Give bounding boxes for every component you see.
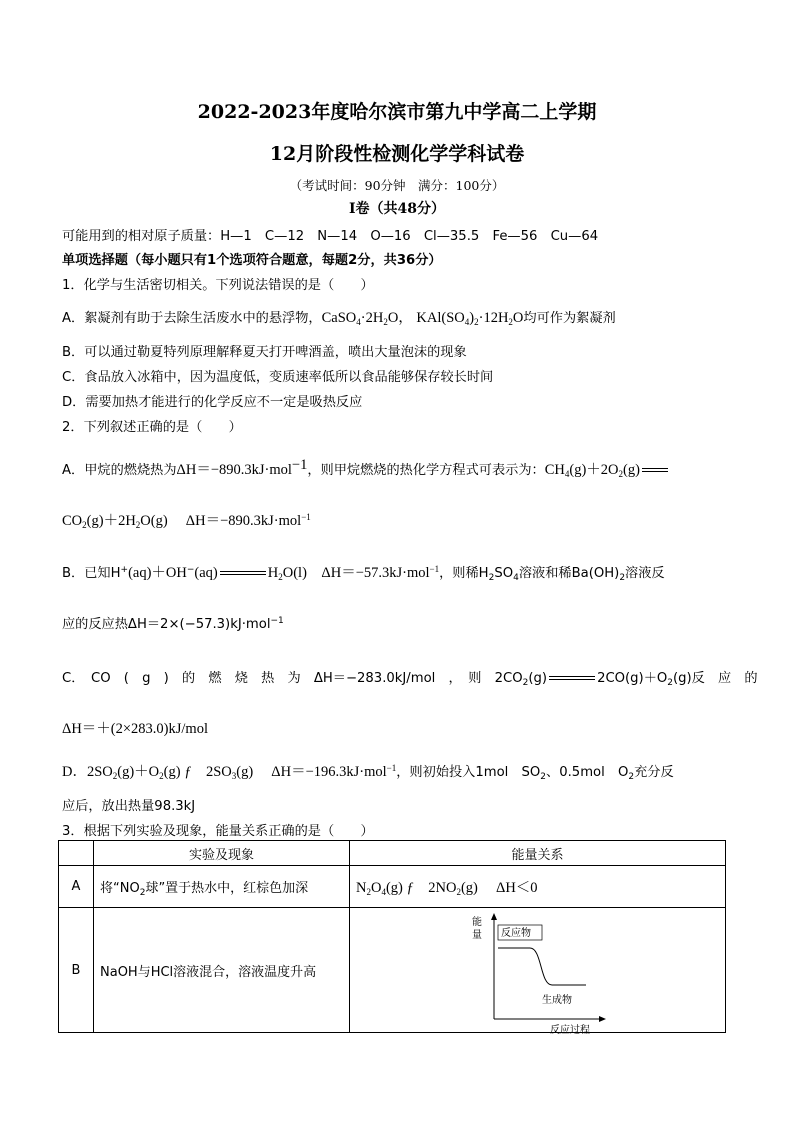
- q2-option-a-line1: A．甲烷的燃烧热为ΔH＝−890.3kJ·mol$^{-1}$，则甲烷燃烧的热化学方程式可表示为：$CH_4(g)+2O_2(g)$: [62, 458, 670, 479]
- q2-option-d-line1: D．$2SO_2(g)+O_2(g)$ ƒ $2SO_3(g)$ ΔH＝−196.3kJ·mol$^{-1}$，则初始投入1mol $SO_2$、0.5mol $O_2$充分反: [62, 763, 674, 782]
- equals-arrow-icon: [549, 676, 595, 680]
- section-title: 单项选择题（每小题只有1个选项符合题意，每题2分，共36分）: [62, 253, 442, 268]
- q1-option-a: A．絮凝剂有助于去除生活废水中的悬浮物，$CaSO_4\cdot 2H_2O$， $KAl(SO_4)_2\cdot 12H_2O$均可作为絮凝剂: [62, 310, 616, 327]
- graph-x-label: 反应过程: [549, 1025, 590, 1036]
- graph-y-label-2: 量: [471, 930, 482, 941]
- q1-stem: 1．化学与生活密切相关。下列说法错误的是（ ）: [62, 278, 374, 293]
- table-row: [59, 866, 726, 908]
- q2-stem: 2．下列叙述正确的是（ ）: [62, 420, 242, 435]
- q3-stem: 3．根据下列实验及现象，能量关系正确的是（ ）: [62, 824, 374, 839]
- reversible-arrow-icon: ƒ: [184, 764, 192, 780]
- col-experiment: 实验及现象: [94, 841, 350, 866]
- q2-option-c-line1: C． CO ( g ) 的 燃 烧 热 为 ΔH＝−283.0kJ/mol ， 则 $2CO_2(g)$ $2CO(g)+O_2(g)$反 应 的: [62, 671, 758, 688]
- graph-y-label-1: 能: [471, 917, 482, 928]
- q1-option-c: C．食品放入冰箱中，因为温度低，变质速率低所以食品能够保存较长时间: [62, 370, 494, 385]
- row-b-experiment: NaOH与HCl溶液混合，溶液温度升高: [94, 908, 350, 1033]
- row-b-energy: [350, 908, 726, 1036]
- q2-option-b-line2: 应的反应热ΔH＝2×(−57.3)kJ·mol$^{-1}$: [62, 616, 284, 632]
- row-b-label: B: [59, 908, 94, 1033]
- energy-curve: [498, 948, 586, 985]
- exam-info: （考试时间：90分钟 满分：100分）: [289, 178, 505, 193]
- q1-option-b: B．可以通过勒夏特列原理解释夏天打开啤酒盖，喷出大量泡沫的现象: [62, 345, 467, 360]
- title-line-2: 12月阶段性检测化学学科试卷: [269, 143, 525, 165]
- energy-diagram: [468, 911, 608, 1036]
- table-header-row: [59, 841, 726, 866]
- atomic-masses: 可能用到的相对原子质量：H—1 C—12 N—14 O—16 Cl—35.5 Fe—56 Cu—64: [62, 229, 599, 244]
- q2-option-a-line2: $CO_2(g)+2H_2O(g)$ ΔH＝−890.3kJ·mol$^{-1}$: [62, 512, 311, 530]
- row-a-energy: $N_2O_4(g)$ ƒ $2NO_2(g)$ ΔH＜0: [350, 866, 726, 908]
- title-line-1: 2022-2023年度哈尔滨市第九中学高二上学期: [197, 101, 597, 123]
- row-a-experiment: 将“$NO_2$球”置于热水中，红棕色加深: [94, 866, 350, 908]
- q3-table: [58, 840, 726, 1036]
- part-title: Ⅰ卷（共48分）: [348, 201, 446, 217]
- col-energy: 能量关系: [350, 841, 726, 866]
- equals-arrow-icon: [642, 468, 668, 472]
- q2-option-d-line2: 应后，放出热量98.3kJ: [62, 799, 196, 814]
- table-row: [59, 908, 726, 1033]
- q1-option-d: D．需要加热才能进行的化学反应不一定是吸热反应: [62, 395, 363, 410]
- reversible-arrow-icon: ƒ: [406, 880, 414, 896]
- equals-arrow-icon: [220, 571, 266, 575]
- q2-option-b-line1: B．已知H+(aq)＋OH−(aq) $H_2O(l)$ ΔH＝−57.3kJ·mol$^{-1}$，则稀$H_2SO_4$溶液和稀$Ba(OH)_2$溶液反: [62, 564, 665, 583]
- graph-product: 生成物: [541, 995, 572, 1006]
- q2-option-c-line2: ΔH＝＋(2×283.0)kJ/mol: [62, 721, 208, 737]
- row-a-label: A: [59, 866, 94, 908]
- graph-reactant: 反应物: [500, 928, 531, 939]
